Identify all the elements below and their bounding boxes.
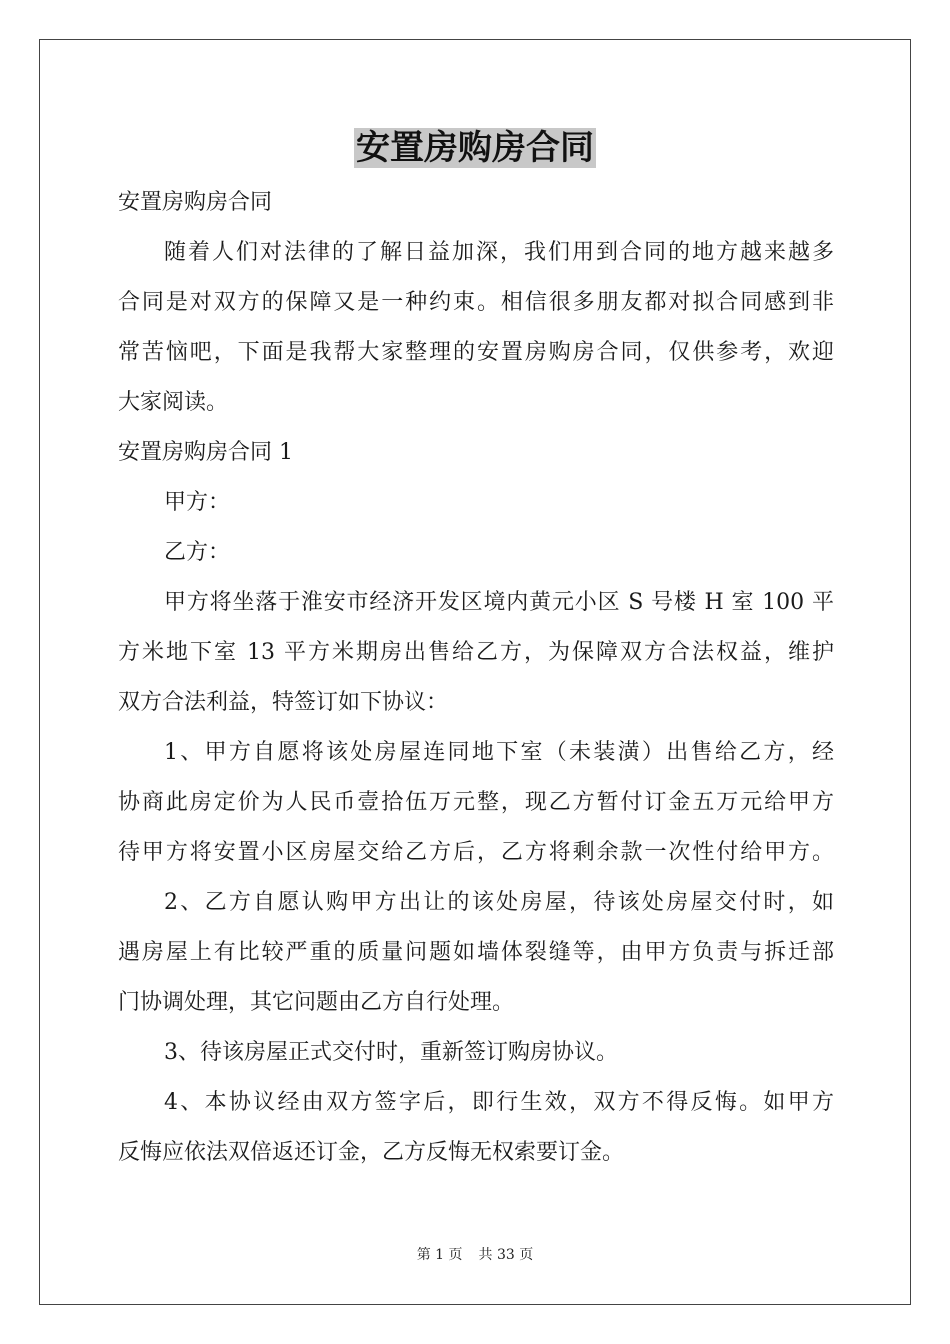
clause-line: 1、甲方自愿将该处房屋连同地下室（未装潢）出售给乙方，经: [164, 740, 834, 765]
paragraph-line: 双方合法利益，特签订如下协议：: [118, 690, 449, 715]
clause-line: 2、乙方自愿认购甲方出让的该处房屋，待该处房屋交付时，如: [164, 890, 834, 915]
page-number: 第 1 页: [416, 1247, 463, 1263]
document-title: 安置房购房合同: [356, 128, 594, 168]
title-area: [0, 128, 950, 168]
paragraph-line: 甲方将坐落于淮安市经济开发区境内黄元小区 S 号楼 H 室 100 平: [164, 590, 834, 615]
clause-line: 4、本协议经由双方签字后，即行生效，双方不得反悔。如甲方: [164, 1090, 834, 1115]
paragraph-line: 方米地下室 13 平方米期房出售给乙方，为保障双方合法权益，维护: [118, 640, 834, 665]
clause-line: 遇房屋上有比较严重的质量问题如墙体裂缝等，由甲方负责与拆迁部: [118, 940, 834, 965]
paragraph-line: 常苦恼吧，下面是我帮大家整理的安置房购房合同，仅供参考，欢迎: [118, 340, 834, 365]
section-heading: 安置房购房合同 1: [118, 440, 293, 465]
section-heading: 安置房购房合同: [118, 190, 273, 215]
paragraph-line: 合同是对双方的保障又是一种约束。相信很多朋友都对拟合同感到非: [118, 290, 834, 315]
document-body: [118, 178, 834, 1178]
total-pages: 共 33 页: [478, 1247, 534, 1263]
clause-line: 3、待该房屋正式交付时，重新签订购房协议。: [164, 1040, 618, 1065]
clause-line: 待甲方将安置小区房屋交给乙方后，乙方将剩余款一次性付给甲方。: [118, 840, 834, 865]
paragraph-line: 随着人们对法律的了解日益加深，我们用到合同的地方越来越多: [164, 240, 834, 265]
clause-line: 协商此房定价为人民币壹拾伍万元整，现乙方暂付订金五万元给甲方: [118, 790, 834, 815]
party-b-label: 乙方：: [164, 540, 231, 565]
paragraph-line: 大家阅读。: [118, 390, 229, 415]
page-footer: [0, 1245, 950, 1265]
party-a-label: 甲方：: [164, 490, 231, 515]
clause-line: 反悔应依法双倍返还订金，乙方反悔无权索要订金。: [118, 1140, 625, 1165]
clause-line: 门协调处理，其它问题由乙方自行处理。: [118, 990, 515, 1015]
